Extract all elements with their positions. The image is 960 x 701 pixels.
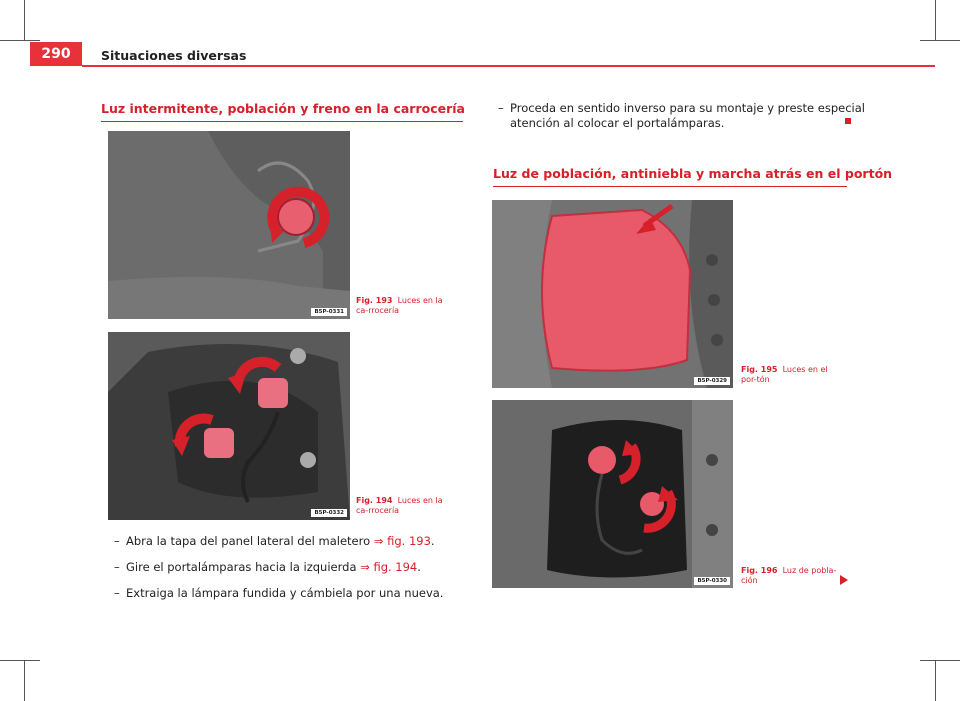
crop-mark [0,660,40,661]
figure-195-caption [741,365,841,385]
figure-195-photo [492,200,733,388]
figure-196-photo [492,400,733,588]
figure-caption-text: Luces en la ca-rrocería [356,496,443,515]
page-number: 290 [30,42,82,66]
figure-link[interactable]: ⇒ fig. 193 [373,534,431,548]
figure-label: Fig. 194 [356,496,393,505]
page-header-title: Situaciones diversas [101,48,247,63]
figure-link[interactable]: ⇒ fig. 194 [360,560,418,574]
figure-caption-text: Luz de pobla-ción [741,566,837,585]
figure-193-photo [108,131,350,319]
step-item: – Abra la tapa del panel lateral del maletero ⇒ fig. 193. [114,534,435,548]
section-rule-left [101,121,463,122]
step-item-continuation: atención al colocar el portalámparas. [510,116,725,130]
figure-code: B5P-0329 [694,377,730,385]
figure-code: B5P-0331 [311,308,347,316]
section-rule-right [493,186,847,187]
figure-194-caption [356,496,456,516]
step-item: – Proceda en sentido inverso para su montaje y preste especial [498,101,865,115]
figure-193-caption [356,296,456,316]
section-title-right: Luz de población, antiniebla y marcha atrás en el portón [493,166,893,181]
continue-arrow-icon [840,575,848,585]
crop-mark [24,0,25,40]
step-item: – Extraiga la lámpara fundida y cámbiela por una nueva. [114,586,444,600]
figure-label: Fig. 195 [741,365,778,374]
step-item: – Gire el portalámparas hacia la izquierda ⇒ fig. 194. [114,560,421,574]
header-rule [82,65,935,67]
crop-mark [0,40,40,41]
crop-mark [920,660,960,661]
crop-mark [935,0,936,40]
crop-mark [935,661,936,701]
figure-196-caption [741,566,841,586]
section-title-left: Luz intermitente, población y freno en la carrocería [101,101,465,116]
figure-code: B5P-0330 [694,577,730,585]
section-end-marker [845,118,851,124]
figure-label: Fig. 196 [741,566,778,575]
figure-code: B5P-0332 [311,509,347,517]
figure-label: Fig. 193 [356,296,393,305]
figure-caption-text: Luces en la ca-rrocería [356,296,443,315]
crop-mark [920,40,960,41]
crop-mark [24,661,25,701]
figure-194-photo [108,332,350,520]
figure-caption-text: Luces en el por-tón [741,365,828,384]
